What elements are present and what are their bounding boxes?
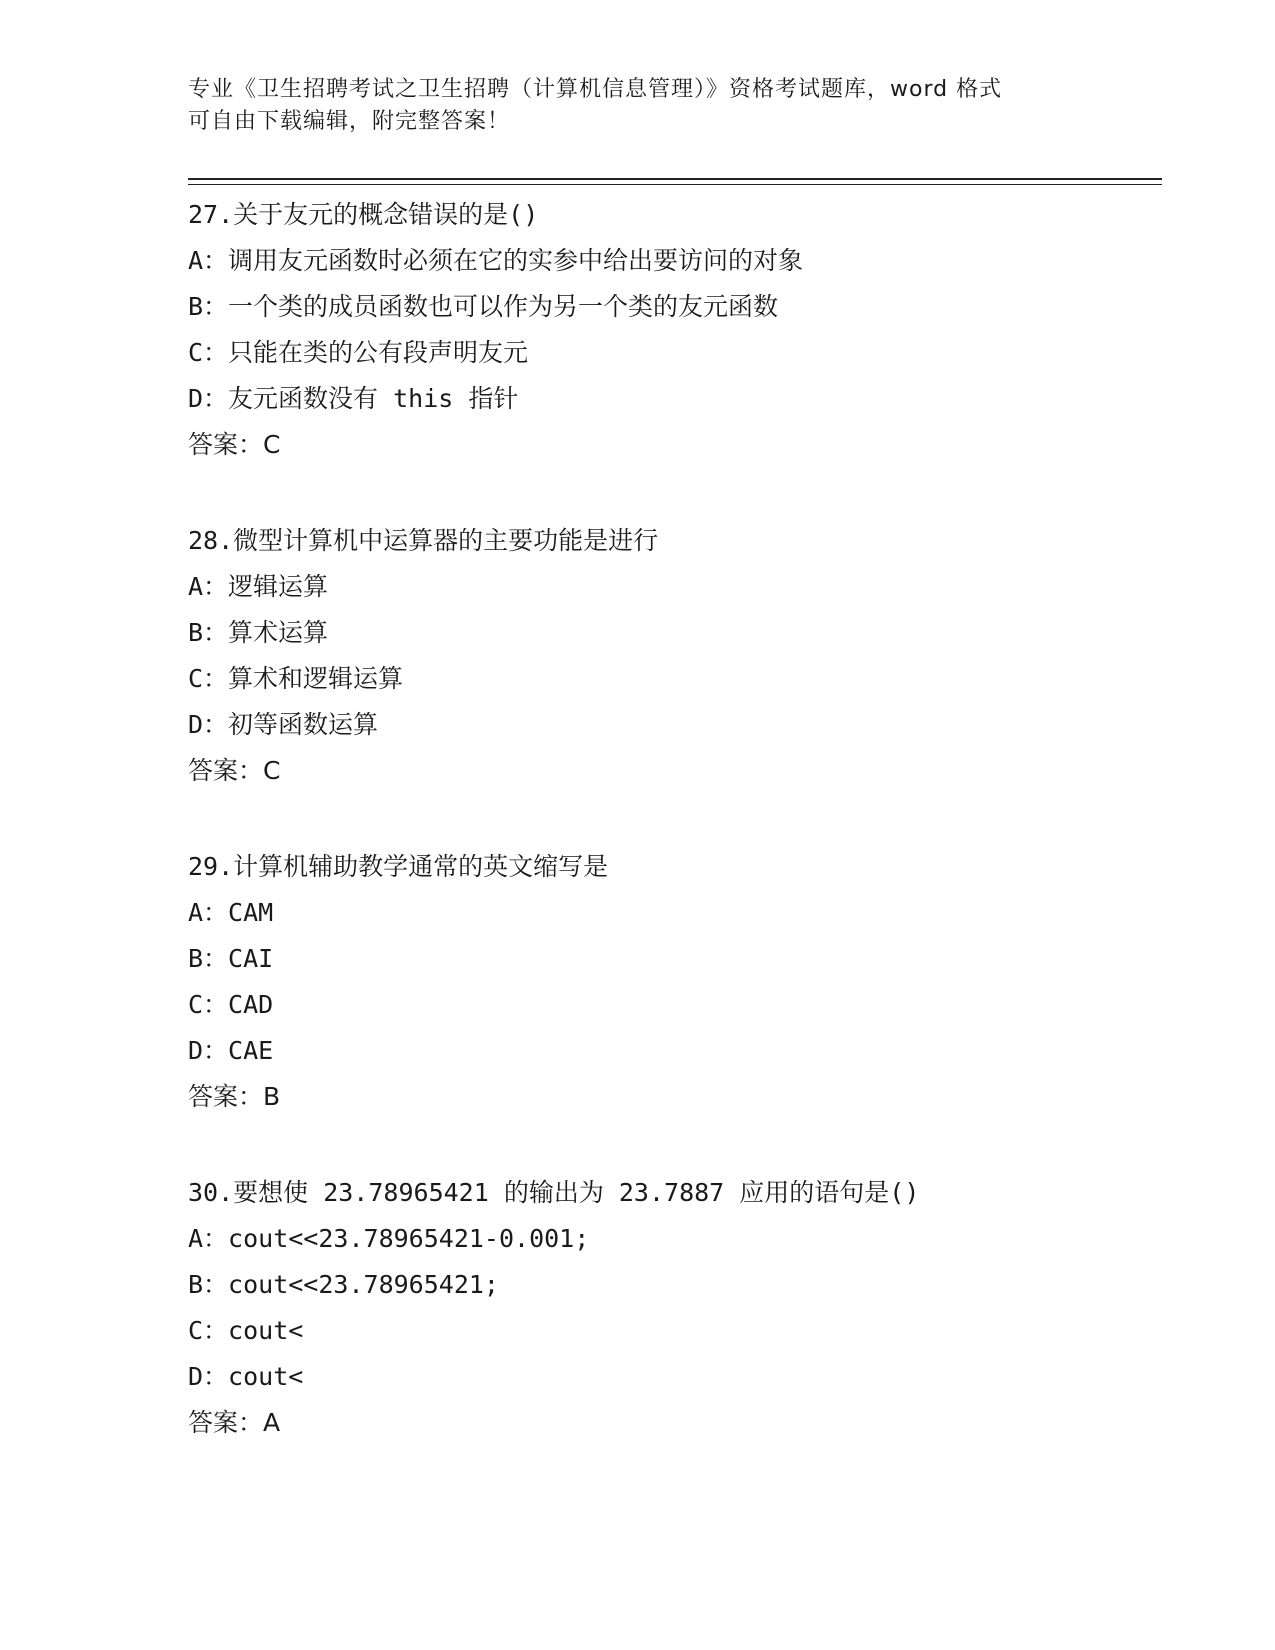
question-28 [188, 518, 1162, 794]
option-c: C：算术和逻辑运算 [188, 664, 404, 693]
question-stem: 30.要想使 23.78965421 的输出为 23.7887 应用的语句是() [188, 1178, 920, 1207]
question-29 [188, 844, 1162, 1120]
answer-line: 答案：A [188, 1408, 281, 1437]
answer-line: 答案：C [188, 430, 281, 459]
answer-line: 答案：C [188, 756, 281, 785]
question-27 [188, 192, 1162, 468]
question-stem: 29.计算机辅助教学通常的英文缩写是 [188, 852, 609, 881]
question-list [188, 192, 1162, 1496]
header-divider-thin [188, 184, 1162, 185]
question-stem: 28.微型计算机中运算器的主要功能是进行 [188, 526, 659, 555]
option-d: D：初等函数运算 [188, 710, 379, 739]
question-stem: 27.关于友元的概念错误的是() [188, 200, 539, 229]
option-c: C：只能在类的公有段声明友元 [188, 338, 529, 367]
header-line-1: 专业《卫生招聘考试之卫生招聘（计算机信息管理）》资格考试题库，word 格式 [188, 77, 1003, 102]
option-b: B：算术运算 [188, 618, 329, 647]
option-c: C：cout< [188, 1316, 304, 1345]
option-b: B：一个类的成员函数也可以作为另一个类的友元函数 [188, 292, 779, 321]
option-a: A：逻辑运算 [188, 572, 329, 601]
option-c: C：CAD [188, 990, 274, 1019]
header-divider-thick [188, 178, 1162, 180]
option-d: D：CAE [188, 1036, 274, 1065]
document-header [188, 74, 1088, 138]
option-b: B：CAI [188, 944, 274, 973]
header-line-2: 可自由下载编辑，附完整答案！ [188, 109, 511, 134]
question-30 [188, 1170, 1162, 1446]
option-a: A：调用友元函数时必须在它的实参中给出要访问的对象 [188, 246, 804, 275]
option-b: B：cout<<23.78965421; [188, 1270, 499, 1299]
option-a: A：CAM [188, 898, 274, 927]
option-d: D：cout< [188, 1362, 304, 1391]
option-d: D：友元函数没有 this 指针 [188, 384, 519, 413]
answer-line: 答案：B [188, 1082, 281, 1111]
option-a: A：cout<<23.78965421-0.001; [188, 1224, 590, 1253]
